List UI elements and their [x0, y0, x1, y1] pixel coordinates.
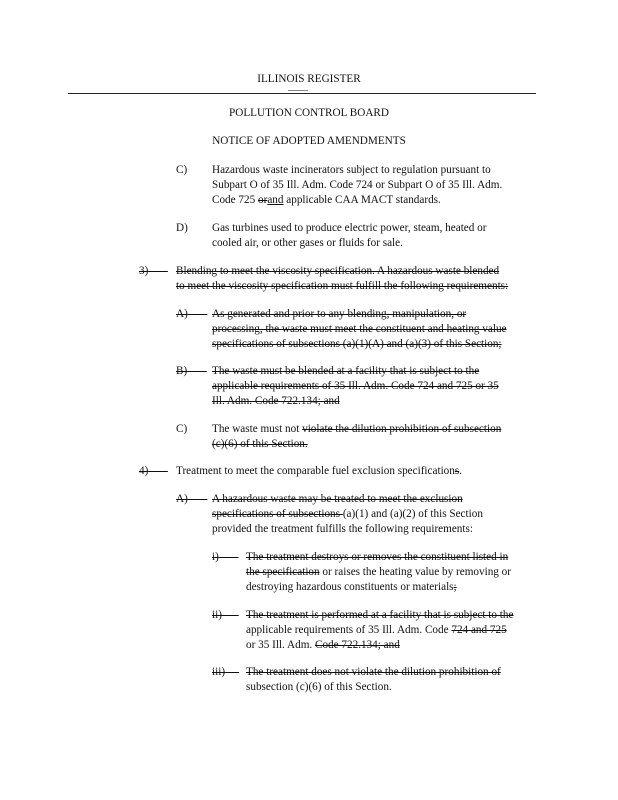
item-text-line: specifications of subsections (a)(1)(A) and (a)(3) of this Section; — [212, 338, 502, 350]
item-text-line: applicable requirements of 35 Ill. Adm. Code 724 and 725 — [246, 624, 507, 636]
item-text-line: cooled air, or other gases or fluids for sale. — [212, 237, 403, 249]
item-label: ii) — [212, 609, 222, 621]
item-text-line: A hazardous waste may be treated to meet the exclusion — [212, 493, 463, 505]
item-label: 3) — [139, 265, 149, 277]
item-label: iii) — [212, 666, 226, 678]
item-text-line: Gas turbines used to produce electric power, steam, heated or — [212, 222, 487, 234]
item-label: A) — [176, 493, 188, 505]
item-text-line: Hazardous waste incinerators subject to regulation pursuant to — [212, 164, 491, 176]
item-text-line: Ill. Adm. Code 722.134; and — [212, 395, 340, 407]
item-text-line: Subpart O of 35 Ill. Adm. Code 724 or Subpart O of 35 Ill. Adm. — [212, 179, 503, 191]
item-text-line: specifications of subsections (a)(1) and (a)(2) of this Section — [212, 508, 483, 520]
item-text-line: The treatment destroys or removes the constituent listed in — [246, 551, 509, 563]
board-title: POLLUTION CONTROL BOARD — [229, 107, 389, 119]
register-title: ILLINOIS REGISTER — [257, 73, 361, 85]
item-text-line: destroying hazardous constituents or materials; — [246, 581, 457, 593]
item-text-line: The waste must not violate the dilution prohibition of subsection — [212, 423, 502, 435]
header-mark — [288, 90, 308, 91]
item-label: B) — [176, 365, 188, 377]
header-rule — [68, 93, 536, 94]
deleted-text: or — [258, 194, 268, 206]
item-text-line: As generated and prior to any blending, manipulation, or — [212, 308, 467, 320]
item-label: D) — [176, 222, 188, 234]
item-text-line: The treatment is performed at a facility that is subject to the — [246, 609, 514, 621]
item-text-line: or 35 Ill. Adm. Code 722.134; and — [246, 639, 400, 651]
item-label: 4) — [139, 465, 149, 477]
item-label: C) — [176, 423, 188, 435]
item-text-line: applicable requirements of 35 Ill. Adm. Code 724 and 725 or 35 — [212, 380, 499, 392]
item-label: C) — [176, 164, 188, 176]
item-label: A) — [176, 308, 188, 320]
item-text-line: Blending to meet the viscosity specification. A hazardous waste blended — [176, 265, 500, 277]
item-text-line: provided the treatment fulfills the following requirements: — [212, 523, 473, 535]
item-text-line: processing, the waste must meet the constituent and heating value — [212, 323, 507, 335]
notice-title: NOTICE OF ADOPTED AMENDMENTS — [212, 135, 406, 147]
item-text-line: subsection (c)(6) of this Section. — [246, 681, 392, 693]
item-label: i) — [212, 551, 219, 563]
item-text-line: The waste must be blended at a facility that is subject to the — [212, 365, 480, 377]
item-text-line: Treatment to meet the comparable fuel exclusion specifications. — [176, 465, 463, 477]
item-text-line: to meet the viscosity specification must fulfill the following requirements: — [176, 280, 509, 292]
item-text-line: (c)(6) of this Section. — [212, 438, 308, 450]
item-text-line: The treatment does not violate the dilution prohibition of — [246, 666, 501, 678]
inserted-text: and — [267, 194, 284, 206]
item-text-line: the specification or raises the heating value by removing or — [246, 566, 511, 578]
item-text-line: Code 725 orand applicable CAA MACT standards. — [212, 194, 441, 206]
